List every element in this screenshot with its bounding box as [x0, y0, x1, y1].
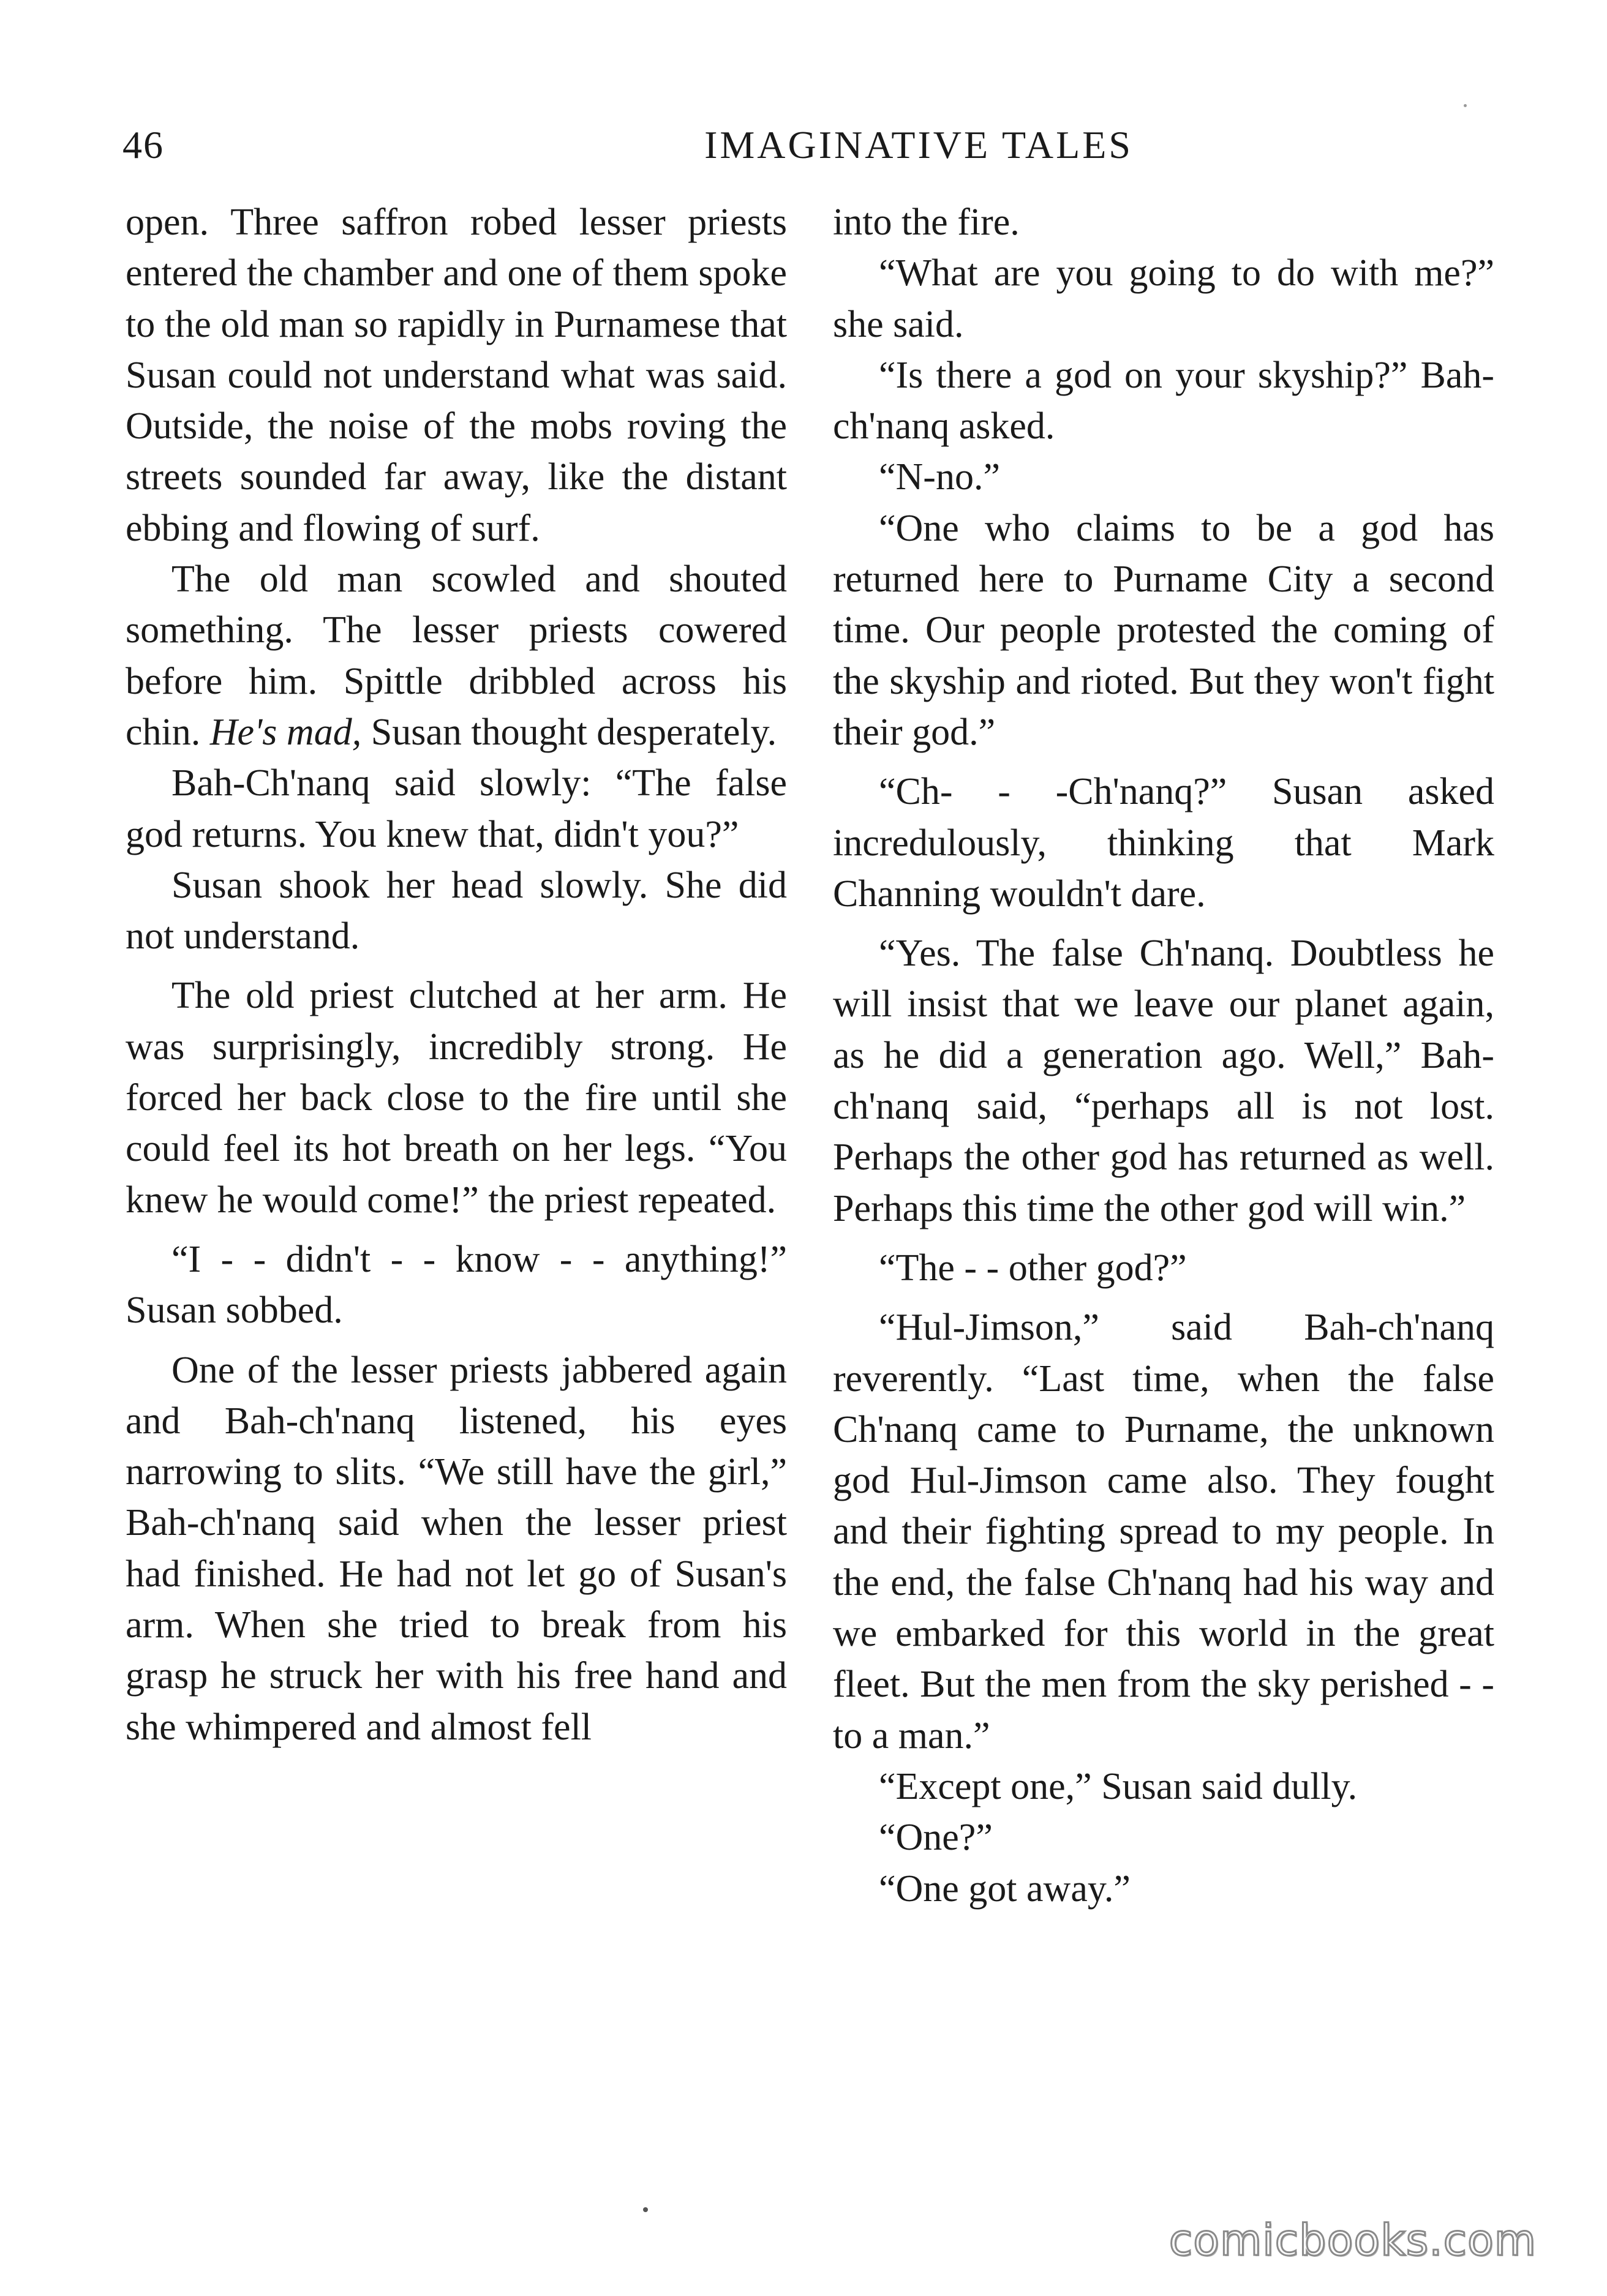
paragraph: Susan shook her head slowly. She did not understand. [126, 864, 787, 958]
right-text-column [833, 197, 1494, 1915]
print-speck [1464, 104, 1467, 107]
paragraph: “Except one,” Susan said dully. [879, 1765, 1358, 1807]
paragraph: open. Three saffron robed lesser priests entered the chamber and one of them spoke to the old man so rapidly in Purnamese that Susan could not understand what was said. Outside, the noise of the mobs roving the streets sounded far away, like the distant ebbing and flowing of surf. [126, 201, 787, 549]
paragraph: “Hul-Jimson,” said Bah-ch'nanq reverently. “Last time, when the false Ch'nanq came to Purname, the unknown god Hul-Jimson came also. They fought and their fighting spread to my people. In the end, the false Ch'nanq had his way and we embarked for this world in the great fleet. But the men from the sky perished - - to a man.” [833, 1307, 1494, 1757]
paragraph: “The - - other god?” [879, 1247, 1187, 1289]
paragraph: Bah-Ch'nanq said slowly: “The false god returns. You knew that, didn't you?” [126, 762, 787, 855]
paragraph: “What are you going to do with me?” she said. [833, 252, 1494, 345]
paragraph: “I - - didn't - - know - - anything!” Susan sobbed. [126, 1238, 787, 1332]
emphasized-text: He's mad, [209, 711, 362, 753]
paragraph: “One who claims to be a god has returned here to Purname City a second time. Our people protested the coming of the skyship and rioted. But they won't fight their god.” [833, 507, 1494, 753]
print-speck [643, 2207, 648, 2212]
paragraph-text: Susan thought desperately. [371, 711, 777, 753]
paragraph: The old priest clutched at her arm. He was surprisingly, incredibly strong. He forced her back close to the fire until she could feel its hot breath on her legs. “You knew he would come!” the priest repeated. [126, 975, 787, 1221]
paragraph: “Is there a god on your skyship?” Bah-ch'nanq asked. [833, 354, 1494, 448]
paragraph: “Ch- - -Ch'nanq?” Susan asked incredulously, thinking that Mark Channing wouldn't dare. [833, 771, 1494, 915]
left-text-column [126, 197, 787, 1753]
paragraph: One of the lesser priests jabbered again and Bah-ch'nanq listened, his eyes narrowing to slits. “We still have the girl,” Bah-ch'nanq said when the lesser priest had finished. He had not let go of Susan's arm. When she tried to break from his grasp he struck her with his free hand and she whimpered and almost fell [126, 1349, 787, 1748]
paragraph: “One?” [879, 1817, 993, 1859]
page-number: 46 [122, 123, 164, 167]
watermark-logo: comicbooks.com [1169, 2215, 1537, 2265]
paragraph: “N-no.” [879, 456, 1000, 498]
paragraph-text: The old man scowled and shouted something. The lesser priests cowered before him. Spittle dribbled across his chin. [126, 558, 787, 753]
paragraph: “One got away.” [879, 1867, 1131, 1910]
paragraph: into the fire. [833, 201, 1020, 243]
page-header [122, 116, 1470, 171]
paragraph: “Yes. The false Ch'nanq. Doubtless he will insist that we leave our planet again, as he did a generation ago. Well,” Bah-ch'nanq said, “perhaps all is not lost. Perhaps the other god has returned as well. Perhaps this time the other god will win.” [833, 932, 1494, 1229]
running-head-title: IMAGINATIVE TALES [704, 123, 1133, 167]
paragraph [126, 554, 787, 758]
